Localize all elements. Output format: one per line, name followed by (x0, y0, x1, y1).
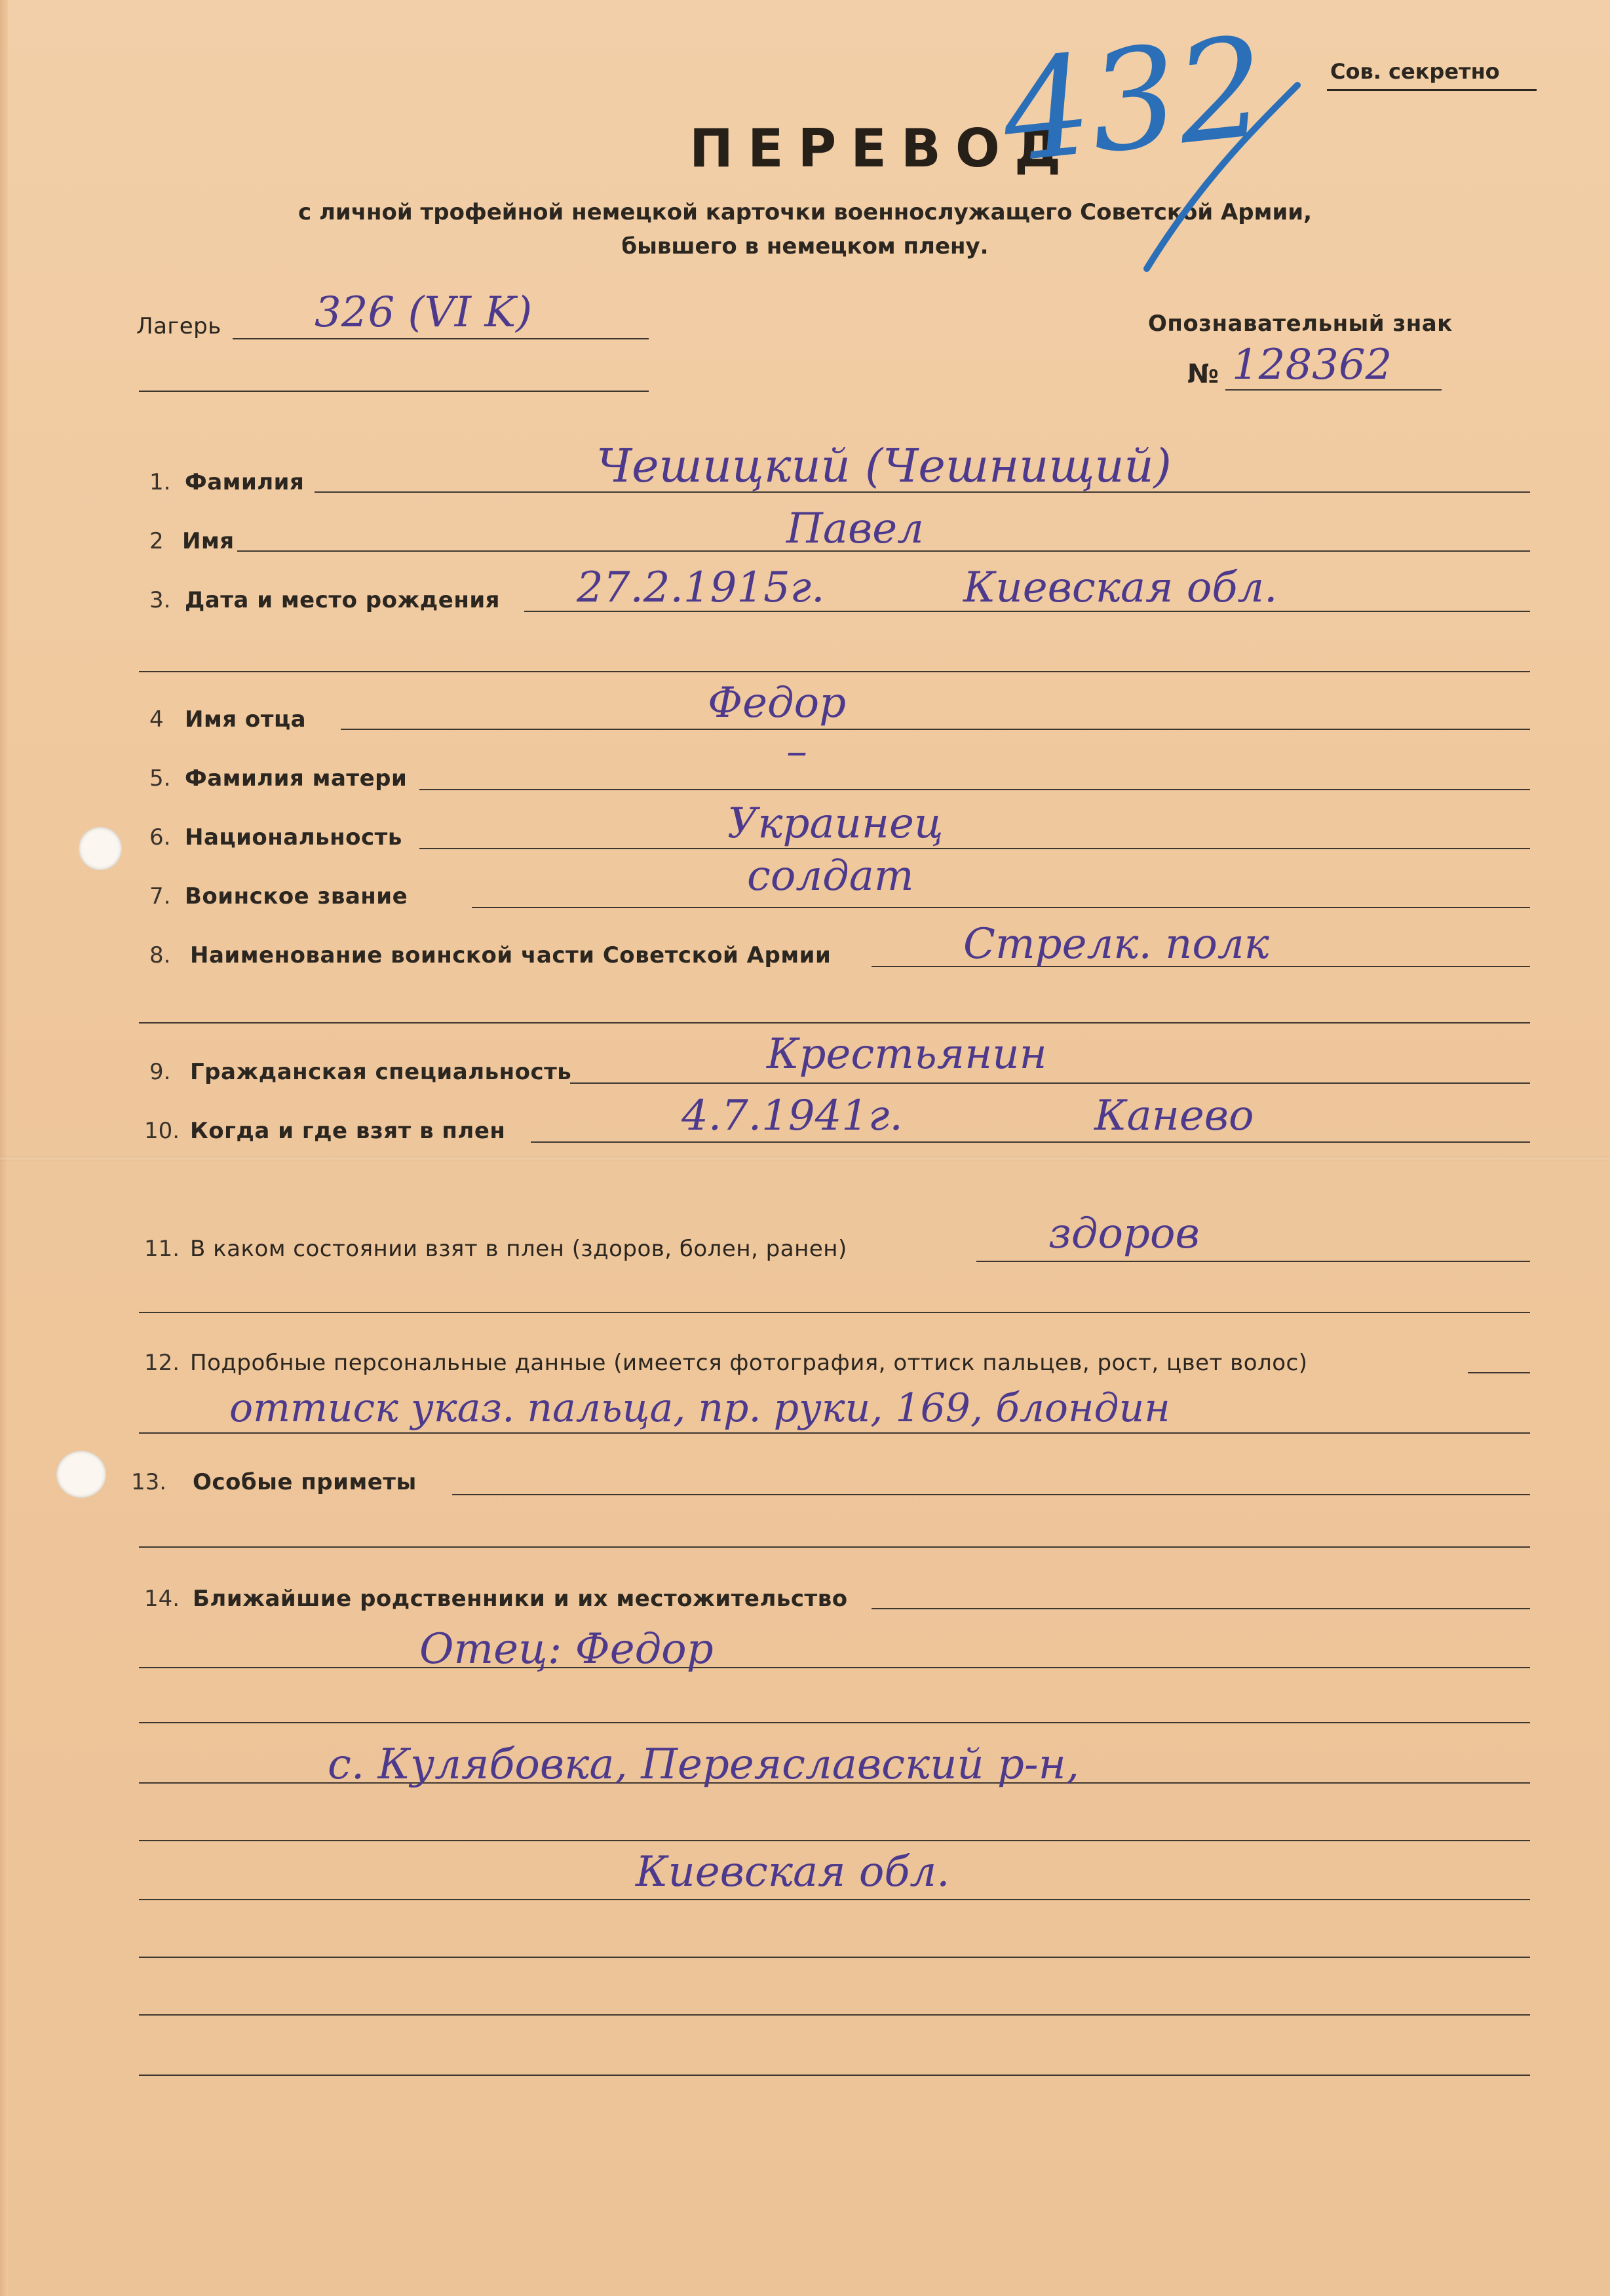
field-12-line-2 (139, 1432, 1530, 1434)
field-3-label: Дата и место рождения (185, 587, 500, 613)
page-edge (0, 0, 8, 2296)
ident-value: 128362 (1232, 341, 1392, 389)
field-8-number: 8. (149, 942, 171, 968)
field-3-line-2 (139, 671, 1530, 672)
camp-label: Лагерь (136, 313, 221, 339)
field-10-line (531, 1141, 1530, 1143)
field-11-line (976, 1261, 1530, 1262)
field-8-label: Наименование воинской части Советской Армии (190, 942, 832, 968)
field-11-line-2 (139, 1312, 1530, 1313)
field-14-line-3 (139, 1722, 1530, 1723)
page-title: ПЕРЕВОД (689, 118, 1076, 179)
field-2-label: Имя (182, 528, 235, 554)
field-2-number: 2 (149, 528, 164, 554)
field-14-label: Ближайшие родственники и их местожительство (193, 1586, 848, 1612)
secret-label: Сов. секретно (1330, 59, 1500, 84)
field-14-value-1: Отец: Федор (419, 1625, 714, 1674)
field-11-number: 11. (144, 1236, 180, 1262)
field-6-line (419, 848, 1530, 849)
blue-handwritten-number: 432 (995, 6, 1273, 194)
field-1-label: Фамилия (185, 469, 305, 495)
camp-line-2 (139, 391, 649, 392)
field-2-value: Павел (786, 505, 924, 553)
field-13-number: 13. (131, 1469, 167, 1495)
field-13-line (452, 1494, 1530, 1495)
field-7-number: 7. (149, 883, 171, 909)
field-1-number: 1. (149, 469, 171, 495)
field-8-value: Стрелк. полк (963, 920, 1269, 968)
field-14-line-8 (139, 2014, 1530, 2016)
field-4-value: Федор (708, 679, 847, 727)
field-7-value: солдат (747, 852, 914, 900)
field-7-line (472, 907, 1530, 908)
ident-prefix: № (1187, 359, 1219, 389)
field-10-number: 10. (144, 1118, 180, 1144)
secret-underline (1327, 89, 1537, 91)
field-5-number: 5. (149, 765, 171, 792)
field-12-value: оттиск указ. пальца, пр. руки, 169, блондин (229, 1385, 1170, 1431)
field-14-value-2: с. Кулябовка, Переяславский р-н, (328, 1740, 1080, 1789)
subtitle-line-2: бывшего в немецком плену. (621, 233, 989, 259)
field-10-date: 4.7.1941г. (681, 1092, 903, 1140)
field-7-label: Воинское звание (185, 883, 408, 909)
field-1-value: Чешицкий (Чешнищий) (596, 439, 1172, 493)
camp-line-1 (233, 338, 649, 339)
field-9-line (570, 1082, 1530, 1084)
field-3-number: 3. (149, 587, 171, 613)
field-4-line (341, 729, 1530, 730)
field-9-number: 9. (149, 1059, 171, 1085)
field-14-number: 14. (144, 1586, 180, 1612)
field-10-label: Когда и где взят в плен (190, 1118, 506, 1144)
field-9-label: Гражданская специальность (190, 1059, 572, 1085)
field-5-line (419, 789, 1530, 790)
field-11-value: здоров (1048, 1210, 1200, 1258)
camp-value: 326 (VI K) (315, 288, 533, 337)
field-6-label: Национальность (185, 824, 402, 851)
subtitle-line-1: с личной трофейной немецкой карточки военнослужащего Советской Армии, (297, 199, 1313, 225)
blue-check-stroke (1101, 72, 1311, 288)
field-11-label: В каком состоянии взят в плен (здоров, болен, ранен) (190, 1236, 847, 1262)
ident-line (1225, 389, 1442, 391)
field-5-label: Фамилия матери (185, 765, 408, 792)
field-8-line-2 (139, 1022, 1530, 1024)
paper-fold (0, 1157, 1610, 1160)
field-14-line-7 (139, 1957, 1530, 1958)
field-3-date: 27.2.1915г. (577, 564, 825, 612)
field-14-line-5 (139, 1840, 1530, 1841)
field-9-value: Крестьянин (767, 1030, 1047, 1079)
field-4-number: 4 (149, 706, 164, 733)
punch-hole-bottom (56, 1451, 106, 1498)
field-14-line (872, 1608, 1530, 1609)
field-14-line-2 (139, 1667, 1530, 1668)
field-13-line-2 (139, 1546, 1530, 1548)
field-13-label: Особые приметы (193, 1469, 417, 1495)
field-6-value: Украинец (727, 799, 944, 848)
field-14-value-3: Киевская обл. (636, 1848, 950, 1896)
field-3-place: Киевская обл. (963, 564, 1278, 612)
field-12-number: 12. (144, 1350, 180, 1376)
field-4-label: Имя отца (185, 706, 307, 733)
field-5-value: – (786, 727, 807, 776)
ident-label: Опознавательный знак (1148, 311, 1453, 337)
field-10-place: Канево (1094, 1092, 1254, 1140)
field-12-line (1468, 1372, 1530, 1373)
field-14-line-6 (139, 1899, 1530, 1900)
field-6-number: 6. (149, 824, 171, 851)
field-14-line-9 (139, 2075, 1530, 2076)
field-12-label: Подробные персональные данные (имеется фотография, оттиск пальцев, рост, цвет волос) (190, 1350, 1308, 1376)
punch-hole-top (79, 827, 122, 870)
